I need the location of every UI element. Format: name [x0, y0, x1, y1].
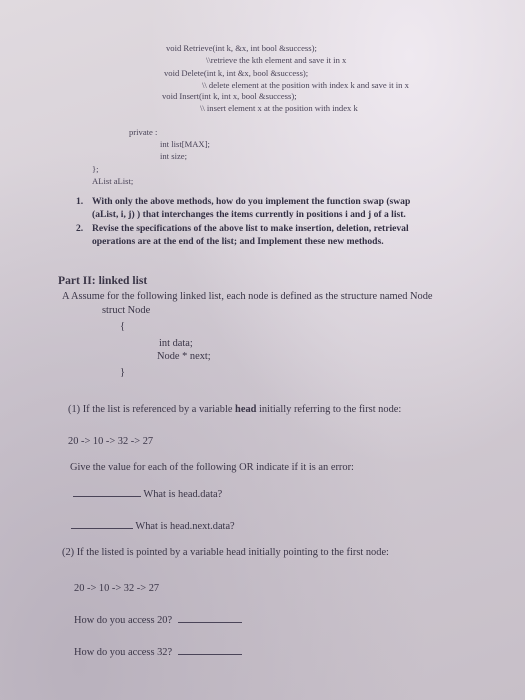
question-1-line-1: With only the above methods, how do you implement the function swap (swap	[92, 196, 411, 207]
struct-open-brace: {	[120, 321, 125, 332]
answer-row-access-20	[74, 616, 242, 626]
struct-field-next: Node * next;	[157, 351, 211, 362]
private-label: private :	[129, 127, 158, 137]
size-declaration: int size;	[160, 151, 187, 161]
question-2-line-2: operations are at the end of the list; and Implement these new methods.	[92, 236, 384, 247]
question-1-number: 1.	[76, 196, 84, 207]
instruction-text: Give the value for each of the following OR indicate if it is an error:	[70, 462, 354, 473]
answer-blank[interactable]	[73, 496, 141, 497]
answer-row-head-data	[70, 490, 222, 500]
retrieve-signature: void Retrieve(int k, &x, int bool &success);	[166, 43, 317, 53]
question-1-line-2: (aList, i, j) ) that interchanges the items currently in positions i and j of a list.	[92, 209, 406, 220]
list-declaration: int list[MAX];	[160, 139, 210, 149]
delete-comment: \\ delete element at the position with index k and save it in x	[202, 80, 409, 90]
question-2-line-1: Revise the specifications of the above list to make insertion, deletion, retrieval	[92, 223, 409, 234]
answer-blank[interactable]	[178, 622, 242, 623]
question-2-1-prompt: (1) If the list is referenced by a variable head initially referring to the first node:	[68, 404, 402, 415]
question-head-next-data: What is head.next.data?	[135, 521, 235, 532]
struct-declaration: struct Node	[102, 305, 151, 316]
retrieve-comment: \\retrieve the kth element and save it in x	[206, 55, 347, 65]
delete-signature: void Delete(int k, int &x, bool &success);	[164, 68, 309, 78]
question-access-32: How do you access 32?	[74, 647, 173, 658]
question-2-number: 2.	[76, 223, 84, 234]
linked-list-example-1: 20 -> 10 -> 32 -> 27	[68, 436, 154, 447]
class-close-brace: };	[92, 164, 99, 174]
question-access-20: How do you access 20?	[74, 615, 173, 626]
struct-close-brace: }	[120, 367, 125, 378]
part-2-title: Part II: linked list	[58, 274, 148, 287]
alist-declaration: AList aList;	[92, 176, 134, 186]
answer-row-access-32	[74, 648, 242, 658]
question-head-data: What is head.data?	[143, 489, 223, 500]
answer-row-head-next-data	[68, 522, 235, 532]
insert-comment: \\ insert element x at the position with index k	[200, 103, 358, 113]
linked-list-example-2: 20 -> 10 -> 32 -> 27	[74, 583, 160, 594]
insert-signature: void Insert(int k, int x, bool &success);	[162, 91, 297, 101]
struct-field-data: int data;	[159, 338, 193, 349]
answer-blank[interactable]	[178, 654, 242, 655]
question-2-2-prompt: (2) If the listed is pointed by a variable head initially pointing to the first node:	[62, 547, 389, 558]
part-2-intro: A Assume for the following linked list, each node is defined as the structure named Node	[62, 291, 433, 302]
answer-blank[interactable]	[71, 528, 133, 529]
